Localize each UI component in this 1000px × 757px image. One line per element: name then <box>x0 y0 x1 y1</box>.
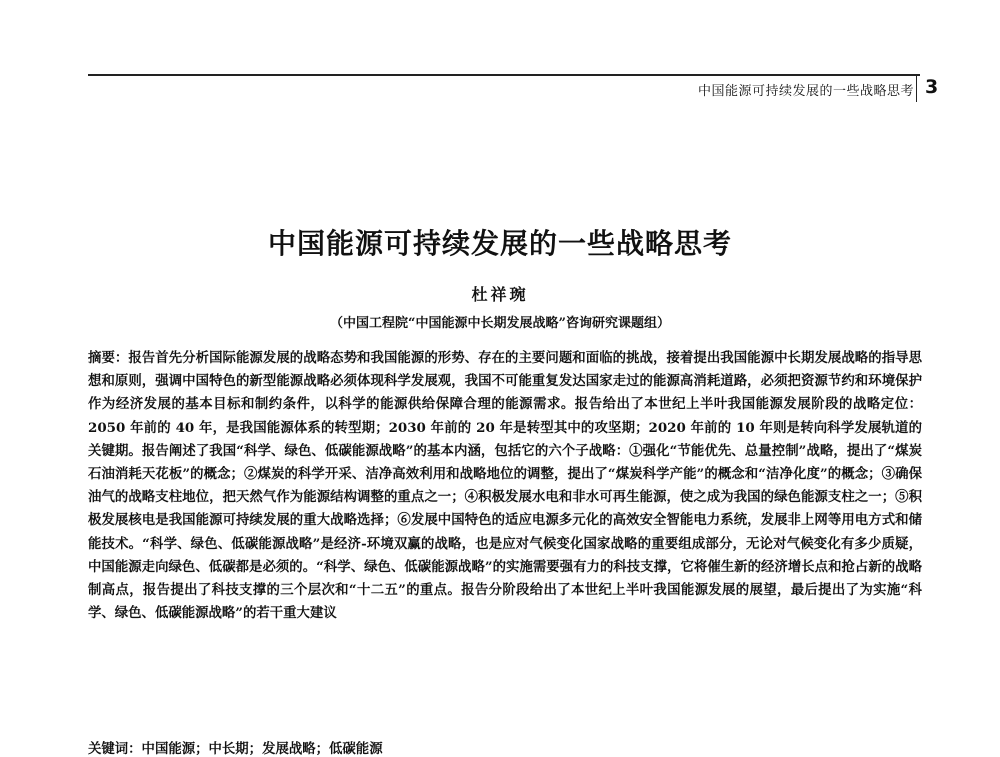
page-number: 3 <box>925 76 939 98</box>
article-author: 杜祥琬 <box>471 285 529 304</box>
abstract <box>88 347 922 625</box>
keywords: 关键词：中国能源；中长期；发展战略；低碳能源 <box>88 741 383 757</box>
page-number-separator <box>916 74 917 102</box>
article-affiliation: （中国工程院“中国能源中长期发展战略”咨询研究课题组） <box>330 316 670 331</box>
running-title: 中国能源可持续发展的一些战略思考 <box>697 84 914 99</box>
article-title: 中国能源可持续发展的一些战略思考 <box>267 227 732 260</box>
abstract-text: 报告首先分析国际能源发展的战略态势和我国能源的形势、存在的主要问题和面临的挑战，接着提出我国能源中长期发展战略的指导思想和原则，强调中国特色的新型能源战略必须体现科学发展观，我国不可能重复发达国家走过的能源高消耗道路，必须把资源节约和环境保护作为经济发展的基本目标和制约条件，以科学的能源供给保障合理的能源需求。报告给出了本世纪上半叶我国能源发展阶段的战略定位：2050 年前的 40 年，是我国能源体系的转型期；2030 年前的 20 年是转型其中的攻坚期；2020 年前的 10 年则是转向科学发展轨道的关键期。报告阐述了我国“科学、绿色、低碳能源战略”的基本内涵，包括它的六个子战略：①强化“节能优先、总量控制”战略，提出了“煤炭石油消耗天花板”的概念；②煤炭的科学开采、洁净高效利用和战略地位的调整，提出了“煤炭科学产能”的概念和“洁净化度”的概念；③确保油气的战略支柱地位，把天然气作为能源结构调整的重点之一；④积极发展水电和非水可再生能源，使之成为我国的绿色能源支柱之一；⑤积极发展核电是我国能源可持续发展的重大战略选择；⑥发展中国特色的适应电源多元化的高效安全智能电力系统，发展非上网等用电方式和储能技术。“科学、绿色、低碳能源战略”是经济-环境双赢的战略，也是应对气候变化国家战略的重要组成部分，无论对气候变化有多少质疑，中国能源走向绿色、低碳都是必须的。“科学、绿色、低碳能源战略”的实施需要强有力的科技支撑，它将催生新的经济增长点和抢占新的战略制高点，报告提出了科技支撑的三个层次和“十二五”的重点。报告分阶段给出了本世纪上半叶我国能源发展的展望，最后提出了为实施“科学、绿色、低碳能源战略”的若干重大建议 <box>88 350 922 622</box>
header-rule <box>88 74 920 76</box>
abstract-label: 摘要： <box>88 350 129 366</box>
